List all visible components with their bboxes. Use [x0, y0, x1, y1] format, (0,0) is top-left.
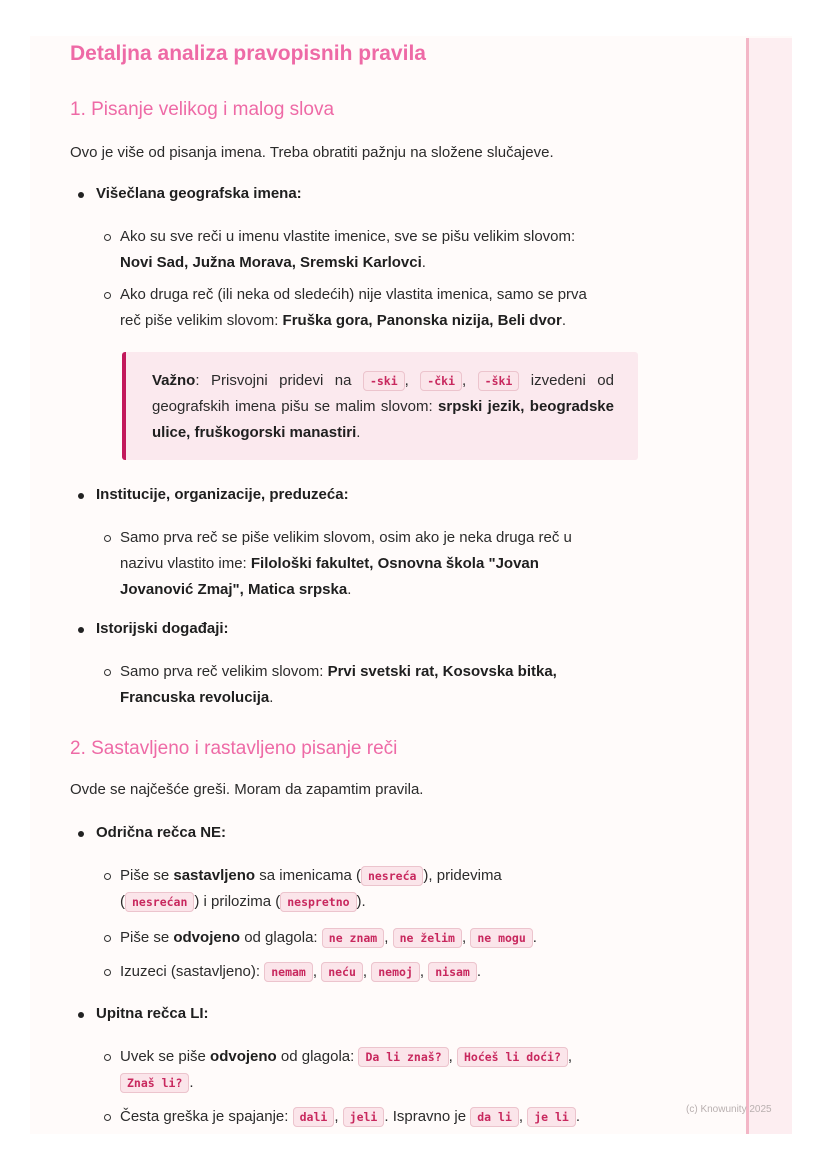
list-item: Piše se sastavljeno sa imenicama ( nesreća ), pridevima ( nesrećan ) i prilozima ( nespretno ).	[120, 867, 502, 910]
sub-bullet-circle	[104, 1114, 111, 1121]
code-snippet: Hoćeš li doći?	[457, 1047, 568, 1067]
code-snippet: nemam	[264, 962, 313, 982]
sub-bullet-circle	[104, 669, 111, 676]
list-item: Uvek se piše odvojeno od glagola: Da li znaš? , Hoćeš li doći? , Znaš li? .	[120, 1048, 573, 1091]
code-snippet: jeli	[343, 1107, 385, 1127]
code-snippet: ne želim	[393, 928, 462, 948]
code-snippet: Da li znaš?	[358, 1047, 448, 1067]
sub-bullet-circle	[104, 234, 111, 241]
list-item: Ako su sve reči u imenu vlastite imenice, sve se pišu velikim slovom: Novi Sad, Južna Morava, Sremski Karlovci.	[120, 228, 576, 271]
bullet-dot	[78, 192, 84, 198]
sub-bullet-circle	[104, 935, 111, 942]
bullet-dot	[78, 831, 84, 837]
bullet-dot	[78, 493, 84, 499]
code-snippet: -ški	[478, 371, 520, 391]
code-snippet: nisam	[428, 962, 477, 982]
bullet-historical-events: Istorijski događaji:	[96, 620, 229, 637]
page-title: Detaljna analiza pravopisnih pravila	[70, 42, 426, 65]
bullet-dot	[78, 627, 84, 633]
sub-bullet-circle	[104, 292, 111, 299]
bullet-geographic-names: Višečlana geografska imena:	[96, 185, 302, 202]
sub-bullet-circle	[104, 969, 111, 976]
code-snippet: -čki	[420, 371, 462, 391]
margin-band	[748, 38, 792, 1134]
note-text: Važno: Prisvojni pridevi na -ski , -čki , -ški izvedeni od geografskih imena pišu se malim slovom: srpski jezik, beogradske ulice, fruškogorski manastiri.	[152, 372, 614, 441]
sub-bullet-circle	[104, 535, 111, 542]
code-snippet: ne mogu	[470, 928, 532, 948]
code-snippet: neću	[321, 962, 363, 982]
section-heading-1: 1. Pisanje velikog i malog slova	[70, 99, 335, 120]
section-1-intro: Ovo je više od pisanja imena. Treba obratiti pažnju na složene slučajeve.	[70, 144, 554, 161]
list-item: Česta greška je spajanje: dali , jeli . Ispravno je da li , je li .	[120, 1108, 581, 1125]
bullet-question-li: Upitna rečca LI:	[96, 1005, 209, 1022]
watermark: (c) Knowunity 2025	[686, 1104, 772, 1115]
list-item: Samo prva reč velikim slovom: Prvi svetski rat, Kosovska bitka, Francuska revolucija.	[120, 663, 557, 706]
code-snippet: ne znam	[322, 928, 384, 948]
code-snippet: nespretno	[280, 892, 356, 912]
list-item: Izuzeci (sastavljeno): nemam , neću , nemoj , nisam .	[120, 963, 482, 980]
margin-line	[746, 38, 749, 1134]
sub-bullet-circle	[104, 873, 111, 880]
code-snippet: nesreća	[361, 866, 423, 886]
sub-bullet-circle	[104, 1054, 111, 1061]
list-item: Samo prva reč se piše velikim slovom, osim ako je neka druga reč u nazivu vlastito ime: Filološki fakultet, Osnovna škola "Jovan Jovanović Zmaj", Matica srpska.	[120, 529, 572, 598]
code-snippet: Znaš li?	[120, 1073, 189, 1093]
bullet-institutions: Institucije, organizacije, preduzeća:	[96, 486, 349, 503]
code-snippet: dali	[293, 1107, 335, 1127]
section-heading-2: 2. Sastavljeno i rastavljeno pisanje reči	[70, 738, 398, 759]
section-2-intro: Ovde se najčešće greši. Moram da zapamtim pravila.	[70, 781, 424, 798]
code-snippet: nesrećan	[125, 892, 194, 912]
bullet-negation-ne: Odrična rečca NE:	[96, 824, 227, 841]
code-snippet: da li	[470, 1107, 519, 1127]
important-note	[122, 352, 638, 460]
code-snippet: je li	[527, 1107, 576, 1127]
code-snippet: -ski	[363, 371, 405, 391]
bullet-dot	[78, 1012, 84, 1018]
list-item: Ako druga reč (ili neka od sledećih) nije vlastita imenica, samo se prva reč piše velikim slovom: Fruška gora, Panonska nizija, Beli dvor.	[120, 286, 587, 329]
code-snippet: nemoj	[371, 962, 420, 982]
list-item: Piše se odvojeno od glagola: ne znam , ne želim , ne mogu .	[120, 929, 537, 946]
